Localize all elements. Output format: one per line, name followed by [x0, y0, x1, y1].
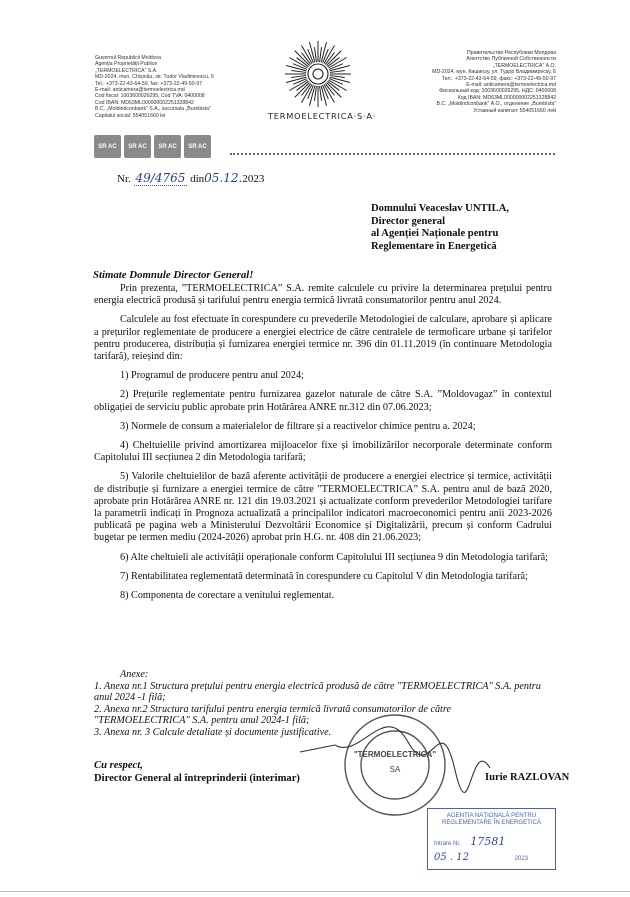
logo-wordmark: TERMOELECTRICA·S·A·: [268, 111, 377, 121]
date-value: 05.12.: [204, 171, 243, 185]
header-right-line: Код IBAN: MD63ML000000002251328842: [457, 94, 556, 101]
header-left-line: MD-2024, mun. Chișinău, str. Tudor Vladimirescu, 6: [95, 74, 214, 81]
header-left-line: Tel.: +373-22-43-64-59, fax: +373-22-49-50-97: [95, 80, 202, 87]
header-right-line: E-mail: anticamera@termoelectrica.md: [466, 82, 556, 89]
header-left-line: Cod fiscal: 1003600026295, Cod TVA: 0400008: [95, 93, 205, 100]
header-right-line: Агентство Публичной Собственности: [466, 56, 556, 63]
stamp-org-line: AGENȚIA NAȚIONALĂ PENTRU: [446, 812, 537, 819]
addressee-line: Director general: [371, 215, 446, 227]
nr-value: 49/4765: [135, 171, 186, 185]
header-right-line: Правительство Республики Молдова: [466, 50, 556, 56]
din-label: din: [190, 173, 205, 185]
seal-center-text: "TERMOELECTRICA": [353, 750, 437, 759]
year: 2023: [242, 173, 265, 185]
header-left-line: Capitalul social: 554051660 lei: [95, 112, 166, 119]
certification-mark: SR AC: [184, 135, 211, 158]
list-item: 3) Normele de consum a materialelor de filtrare și a reactivelor chimice pentru a. 2024;: [120, 420, 476, 432]
list-item: 1) Programul de producere pentru anul 2024;: [120, 370, 304, 382]
header-left-line: Guvernul Republicii Moldova: [95, 55, 162, 61]
page-bottom-rule: [0, 891, 630, 892]
header-right-line: MD-2024, мун. Кишинэу, ул. Тудор Владимиреску, 6: [432, 69, 556, 76]
paragraph: Prin prezenta, ”TERMOELECTRICA” S.A. remite calculele cu privire la determinarea prețului pentru energia electrică produsă și tarifului pentru energia termică livrată consumatorilor pentru anul 2024.: [94, 283, 552, 307]
certification-mark: SR AC: [154, 135, 181, 158]
header-right-line: Фискальный код: 1003600026295, НДС: 0400008: [439, 88, 556, 95]
stamp-org-line: REGLEMENTARE ÎN ENERGETICĂ: [441, 819, 542, 826]
certification-mark: SR AC: [124, 135, 151, 158]
stamp-intrare-label: Intrare Nr.: [434, 841, 461, 847]
header-right-line: B.C. „Moldindconbank” А.О., отделение „Burebista”: [436, 101, 556, 108]
signer-position: Director General al întreprinderii (interimar): [94, 773, 300, 784]
certification-mark: SR AC: [94, 135, 121, 158]
header-left-line: B.C. „Moldindconbank” S.A., sucursala „Burebista”: [95, 106, 211, 113]
list-item: 5) Valorile cheltuielilor de bază aferente activității de producere a energiei electrice și termice, activității de distribuție și furnizare a energiei termice de către ”TERMOELECTRICA” S.A. pentru anul de bază 2020, aprobate prin Hotărârea ANRE nr. 121 din 19.03.2021 și actualizate conform prevederilor Metodologiei tarifare la parametrii indicați în Prognoza actualizată a principalilor indicatori macroeconomici pentru anii 2023-2026 publicată pe pagina web a Ministerului Dezvoltării Economice și Digitalizării, precum și conform Cadrului bugetar pe termen mediu (2024-2026) aprobat prin H.G. nr. 408 din 21.06.2023;: [94, 471, 552, 544]
addressee-line: al Agenției Naționale pentru: [371, 228, 499, 240]
header-left-line: E-mail: anticamera@termoelectrica.md: [95, 87, 185, 94]
list-item: 2) Prețurile reglementate pentru furnizarea gazelor naturale de către S.A. ”Moldovagaz” în contextul obligației de serviciu public aprobate prin Hotărârea ANRE nr.312 din 07.06.2023;: [94, 389, 552, 413]
list-item: 6) Alte cheltuieli ale activității operaționale conform Capitolului III secțiunea 9 din Metodologia tarifară;: [120, 551, 549, 563]
stamp-intrare-value: 17581: [470, 835, 506, 848]
annex-item: 1. Anexa nr.1 Structura prețului pentru energia electrică produsă de către "TERMOELECTRICA" S.A. pentru anul 2024 -1 filă;: [94, 680, 541, 704]
seal-sub-text: SA: [389, 765, 401, 774]
addressee-line: Reglementare în Energetică: [371, 240, 497, 252]
header-left-line: Cod IBAN: MD63ML000000002251328842: [95, 99, 194, 106]
greeting: Stimate Domnule Director General!: [93, 269, 254, 281]
header-right-line: „TERMOELECTRICA” А.О.: [492, 62, 556, 69]
header-right-line: Тел.: +373-22-43-64-59, факс: +373-22-49-50-97: [441, 75, 556, 82]
annex-title: Anexe:: [120, 669, 149, 680]
signer-name: Iurie RAZLOVAN: [485, 772, 570, 783]
paragraph: Calculele au fost efectuate în corespundere cu prevederile Metodologiei de calculare, aprobare și aplicare a prețurilor reglementate de producere a energiei electrice de către centralele de termoficare urbane și tarifelor pentru producerea, distribuția și furnizarea energiei termice nr. 396 din 01.11.2019 (în continuare Metodologia tarifară), reieșind din:: [94, 314, 552, 363]
header-left-line: „TERMOELECTRICA” S.A.: [95, 67, 158, 74]
annex-item: 2. Anexa nr.2 Structura tarifului pentru energia termică livrată consumatorilor de către "TERMOELECTRICA" S.A. pentru anul 2024-1 filă;: [94, 703, 451, 727]
stamp-date-row: [434, 852, 528, 863]
stamp-date-value: 05 . 12: [434, 852, 469, 863]
stamp-intrare-row: [434, 835, 505, 848]
stamp-year: 2023: [514, 856, 529, 862]
header-left-line: Agenția Proprietății Publice: [95, 61, 158, 68]
list-item: 4) Cheltuielile privind amortizarea mijloacelor fixe și imobilizărilor necorporale determinate conform Capitolului III secțiunea 2 din Metodologia tarifară;: [94, 440, 552, 464]
signature-stroke: [300, 745, 335, 752]
incoming-register-stamp: [427, 808, 556, 870]
annex-item: 3. Anexa nr. 3 Calcule detaliate și documente justificative.: [94, 726, 332, 738]
regards: Cu respect,: [94, 760, 143, 771]
addressee-line: Domnului Veaceslav UNTILA,: [371, 203, 510, 214]
list-item: 7) Rentabilitatea reglementată determinată în corespundere cu Capitolul V din Metodologia tarifară;: [120, 570, 528, 582]
list-item: 8) Componenta de corectare a venitului reglementat.: [120, 590, 335, 602]
header-right-line: Уставный капитал: 554051660 лей: [473, 107, 556, 114]
nr-label: Nr.: [117, 173, 131, 185]
